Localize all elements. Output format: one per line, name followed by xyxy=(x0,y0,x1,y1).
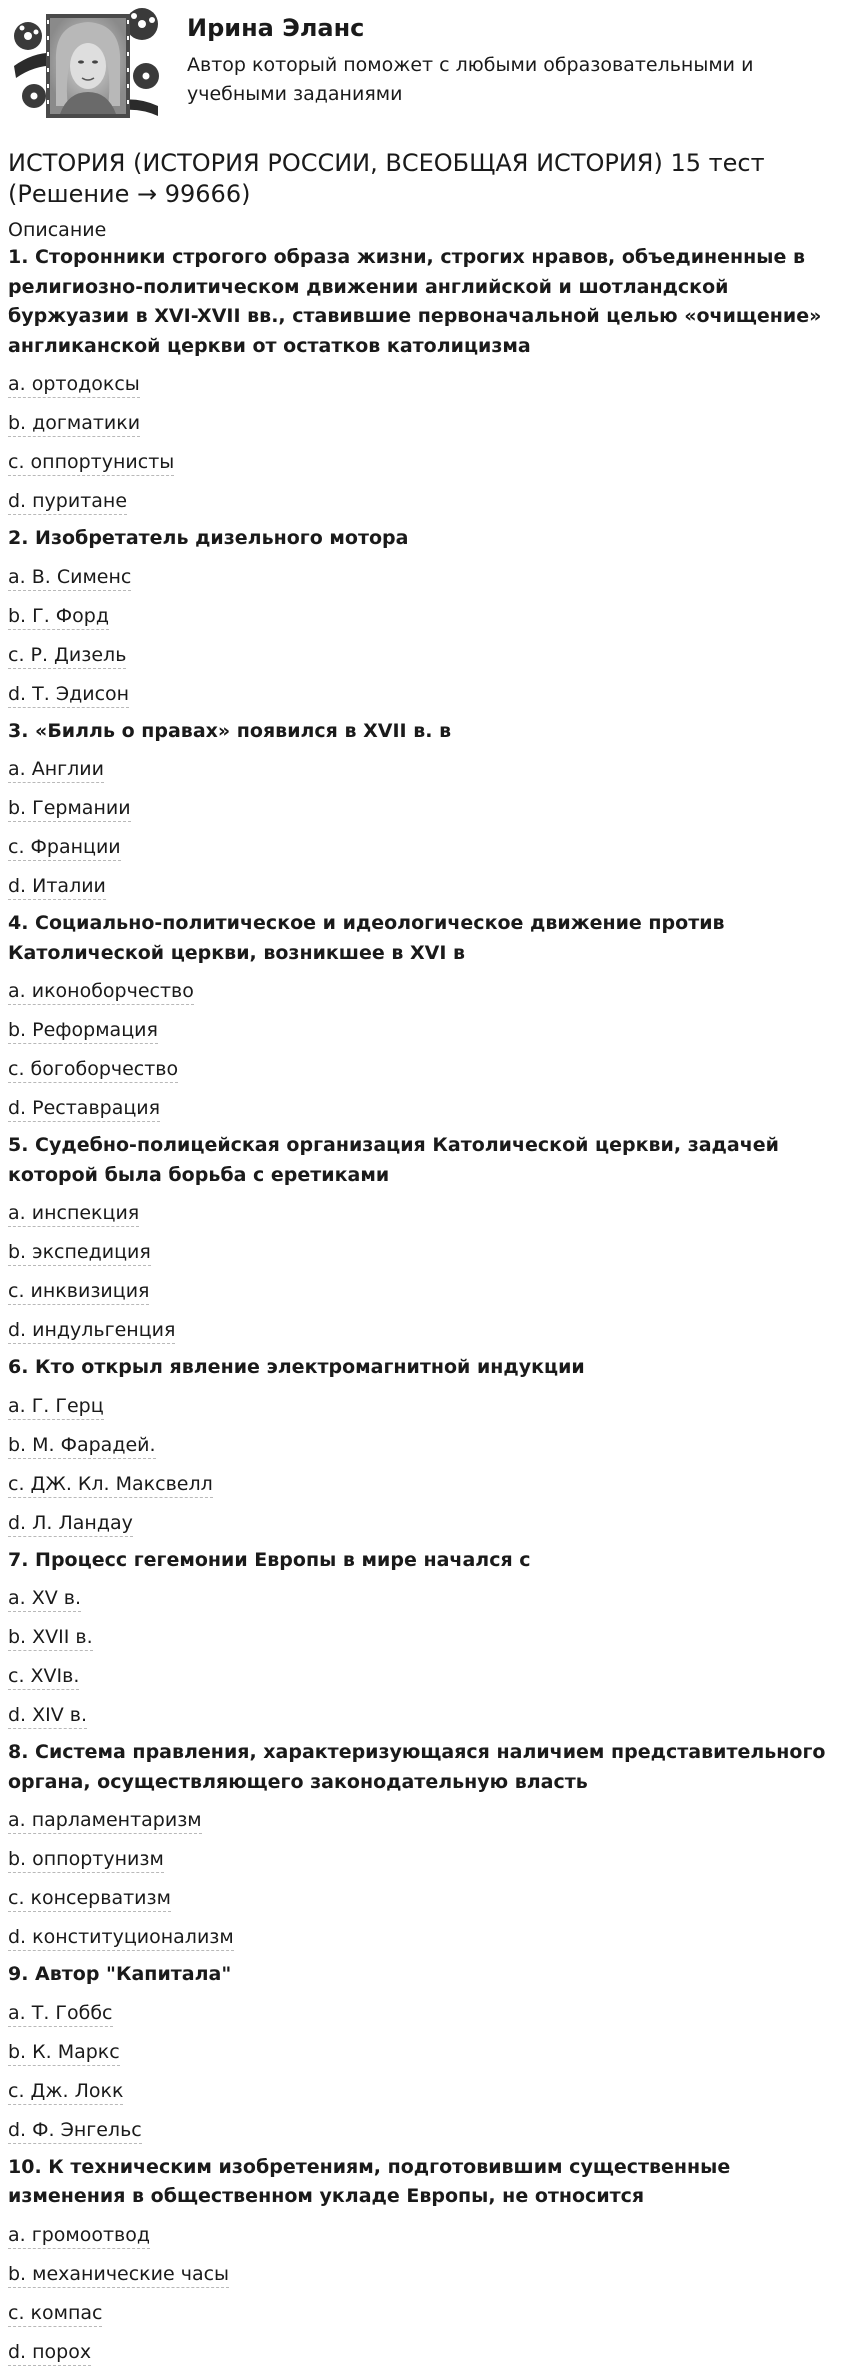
answer-option[interactable] xyxy=(8,1995,839,2034)
answer-option-label: a. ортодоксы xyxy=(8,373,140,398)
answer-option[interactable] xyxy=(8,1880,839,1919)
answer-option-label: b. Г. Форд xyxy=(8,605,109,630)
answer-option-label: a. парламентаризм xyxy=(8,1809,202,1834)
answer-option-label: d. индульгенция xyxy=(8,1319,175,1344)
answer-option[interactable] xyxy=(8,973,839,1012)
answer-option-label: c. Р. Дизель xyxy=(8,644,126,669)
answer-option[interactable] xyxy=(8,1427,839,1466)
question-text: 9. Автор "Капитала" xyxy=(8,1963,232,1985)
answer-option[interactable] xyxy=(8,829,839,868)
question-text: 5. Судебно-полицейская организация Католической церкви, задачей которой была борьба с еретиками xyxy=(8,1134,779,1186)
answer-option[interactable] xyxy=(8,1195,839,1234)
answer-option-label: c. ДЖ. Кл. Максвелл xyxy=(8,1473,213,1498)
answer-option-label: b. экспедиция xyxy=(8,1241,151,1266)
answer-option[interactable] xyxy=(8,366,839,405)
answer-option-label: a. инспекция xyxy=(8,1202,139,1227)
author-description: Автор который поможет с любыми образовательными и учебными заданиями xyxy=(187,54,754,105)
answer-option-label: a. иконоборчество xyxy=(8,980,194,1005)
answer-option[interactable] xyxy=(8,790,839,829)
question-text: 3. «Билль о правах» появился в XVII в. в xyxy=(8,719,452,742)
answer-option-label: d. XIV в. xyxy=(8,1704,87,1729)
answer-option-label: d. Ф. Энгельс xyxy=(8,2119,142,2144)
answer-option[interactable] xyxy=(8,2034,839,2073)
answer-option-label: a. XV в. xyxy=(8,1587,81,1612)
answer-option[interactable] xyxy=(8,2256,839,2295)
question-list xyxy=(8,241,839,2373)
answer-option-label: d. Италии xyxy=(8,875,106,900)
answer-option[interactable] xyxy=(8,1234,839,1273)
answer-option[interactable] xyxy=(8,1505,839,1544)
question-text: 8. Система правления, характеризующаяся наличием представительного органа, осуществляющего законодательную власть xyxy=(8,1741,826,1793)
page-title: ИСТОРИЯ (ИСТОРИЯ РОССИИ, ВСЕОБЩАЯ ИСТОРИЯ) 15 тест (Решение → 99666) xyxy=(8,149,765,208)
answer-option[interactable] xyxy=(8,598,839,637)
answer-option[interactable] xyxy=(8,1619,839,1658)
answer-option[interactable] xyxy=(8,637,839,676)
answer-option[interactable] xyxy=(8,1090,839,1129)
answer-option[interactable] xyxy=(8,1312,839,1351)
author-card xyxy=(8,0,839,140)
answer-option-label: b. К. Маркс xyxy=(8,2041,120,2066)
answer-option-label: c. консерватизм xyxy=(8,1887,171,1912)
answer-option-label: a. громоотвод xyxy=(8,2224,150,2249)
answer-option[interactable] xyxy=(8,405,839,444)
question-text: 6. Кто открыл явление электромагнитной индукции xyxy=(8,1356,585,1378)
answer-option[interactable] xyxy=(8,1802,839,1841)
answer-option[interactable] xyxy=(8,1012,839,1051)
answer-option[interactable] xyxy=(8,2334,839,2373)
answer-option[interactable] xyxy=(8,1051,839,1090)
description-label: Описание xyxy=(8,219,107,241)
question-text: 10. К техническим изобретениям, подготовившим существенные изменения в общественном укладе Европы, не относится xyxy=(8,2155,731,2207)
answer-option[interactable] xyxy=(8,1580,839,1619)
answer-option-label: a. В. Сименс xyxy=(8,566,131,591)
answer-option[interactable] xyxy=(8,444,839,483)
answer-option[interactable] xyxy=(8,1658,839,1697)
answer-option[interactable] xyxy=(8,2112,839,2151)
answer-option-label: c. оппортунисты xyxy=(8,451,174,476)
answer-option[interactable] xyxy=(8,2217,839,2256)
answer-option-label: d. Л. Ландау xyxy=(8,1512,133,1537)
answer-option-label: c. компас xyxy=(8,2302,102,2327)
answer-option-label: c. инквизиция xyxy=(8,1280,149,1305)
answer-option-label: b. Германии xyxy=(8,797,131,822)
answer-option-label: c. Дж. Локк xyxy=(8,2080,123,2105)
answer-option[interactable] xyxy=(8,2073,839,2112)
answer-option[interactable] xyxy=(8,1697,839,1736)
author-name[interactable]: Ирина Эланс xyxy=(187,14,365,42)
answer-option-label: a. Англии xyxy=(8,758,104,783)
answer-option-label: d. пуритане xyxy=(8,490,127,515)
answer-option-label: b. XVII в. xyxy=(8,1626,93,1651)
answer-option-label: d. конституционализм xyxy=(8,1926,234,1951)
question-text: 1. Сторонники строгого образа жизни, строгих нравов, объединенные в религиозно-политическом движении английской и шотландской буржуазии в XVI-XVII вв., ставившие первоначальной целью «очищение» англиканской церкви от остатков католицизма xyxy=(8,246,822,357)
answer-option-label: b. механические часы xyxy=(8,2263,229,2288)
answer-option[interactable] xyxy=(8,559,839,598)
answer-option-label: b. догматики xyxy=(8,412,140,437)
author-avatar xyxy=(12,6,160,124)
answer-option-label: d. Реставрация xyxy=(8,1097,160,1122)
question-text: 7. Процесс гегемонии Европы в мире начался с xyxy=(8,1548,531,1571)
question-text: 4. Социально-политическое и идеологическое движение против Католической церкви, возникшее в XVI в xyxy=(8,912,725,964)
answer-option-label: b. М. Фарадей. xyxy=(8,1434,156,1459)
answer-option[interactable] xyxy=(8,868,839,907)
answer-option-label: c. Франции xyxy=(8,836,121,861)
question-text: 2. Изобретатель дизельного мотора xyxy=(8,527,409,549)
answer-option[interactable] xyxy=(8,483,839,522)
answer-option-label: d. Т. Эдисон xyxy=(8,683,129,708)
answer-option[interactable] xyxy=(8,1841,839,1880)
answer-option[interactable] xyxy=(8,2295,839,2334)
answer-option-label: a. Т. Гоббс xyxy=(8,2002,113,2027)
answer-option[interactable] xyxy=(8,1388,839,1427)
answer-option[interactable] xyxy=(8,676,839,715)
answer-option-label: b. Реформация xyxy=(8,1019,158,1044)
answer-option-label: d. порох xyxy=(8,2341,91,2366)
answer-option[interactable] xyxy=(8,1919,839,1958)
answer-option[interactable] xyxy=(8,751,839,790)
answer-option-label: c. XVIв. xyxy=(8,1665,79,1690)
answer-option[interactable] xyxy=(8,1466,839,1505)
answer-option-label: a. Г. Герц xyxy=(8,1395,104,1420)
answer-option[interactable] xyxy=(8,1273,839,1312)
answer-option-label: c. богоборчество xyxy=(8,1058,178,1083)
answer-option-label: b. оппортунизм xyxy=(8,1848,164,1873)
